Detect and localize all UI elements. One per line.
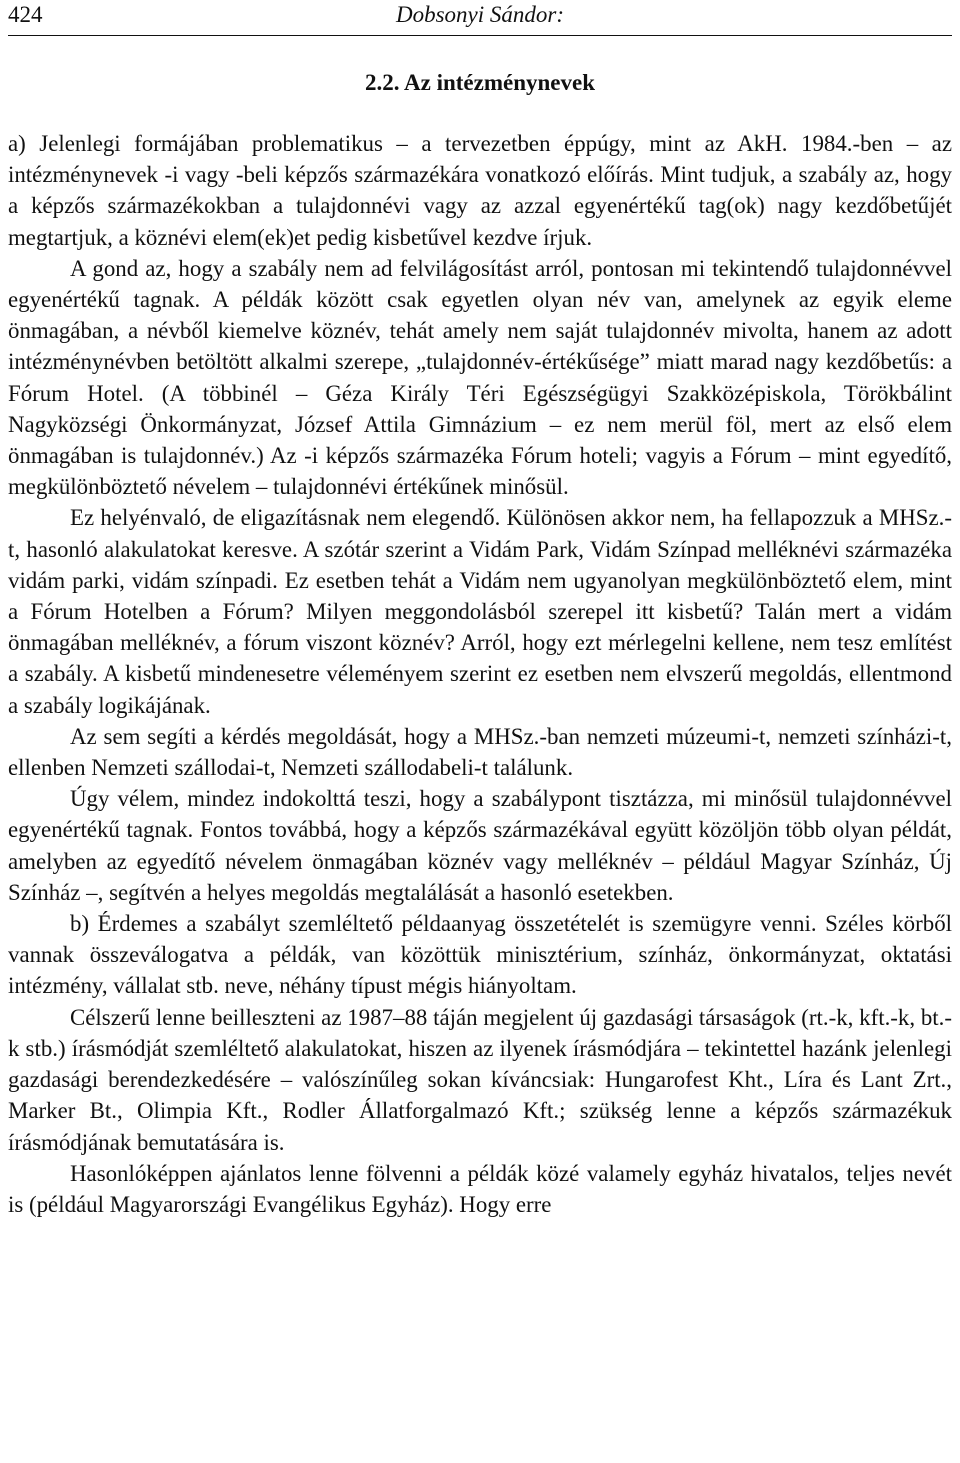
paragraph-2: A gond az, hogy a szabály nem ad felvilágosítást arról, pontosan mi tekintendő tulajdonnévvel egyenértékű tagnak. A példák között csak egyetlen olyan név van, amelynek az egyik eleme önmagában, a névből kiemelve köznév, tehát amely nem saját tulajdonnév mivolta, hanem az adott intézménynévben betöltött alkalmi szerepe, „tulajdonnév-értékűsége” miatt marad nagy kezdőbetűs: a Fórum Hotel. (A többinél – Géza Király Téri Egészségügyi Szakközépiskola, Törökbálint Nagyközségi Önkormányzat, József Attila Gimnázium – ez nem merül föl, mert az első elem önmagában is tulajdonnév.) Az -i képzős származéka Fórum hoteli; vagyis a Fórum – mint egyedítő, megkülönböztető névelem – tulajdonnévi értékűnek minősül. [8, 255, 952, 500]
paragraph-8: Hasonlóképpen ajánlatos lenne fölvenni a példák közé valamely egyház hivatalos, teljes nevét is (például Magyarországi Evangélikus Egyház). Hogy erre [8, 1160, 952, 1217]
body-text [8, 128, 952, 1220]
paragraph-1: a) Jelenlegi formájában problematikus – a tervezetben éppúgy, mint az AkH. 1984.-ben – az intézménynevek -i vagy -beli képzős származékára vonatkozó előírás. Mint tudjuk, a szabály az, hogy a képzős származékokban a tulajdonnévi vagy az azzal egyenértékű tag(ok) nagy kezdőbetűjét megtartjuk, a köznévi elem(ek)et pedig kisbetűvel kezdve írjuk. [8, 131, 952, 250]
paragraph-3: Ez helyénvaló, de eligazításnak nem elegendő. Különösen akkor nem, ha fellapozzuk a MHSz.-t, hasonló alakulatokat keresve. A szótár szerint a Vidám Park, Vidám Színpad melléknévi származéka vidám parki, vidám színpadi. Ez esetben tehát a Vidám nem ugyanolyan megkülönböztető elem, mint a Fórum Hotelben a Fórum? Milyen meggondolásból szerepel itt kisbetű? Talán mert a vidám önmagában melléknév, a fórum viszont köznév? Arról, hogy ezt mérlegelni kellene, nem tesz említést a szabály. A kisbetű mindenesetre véleményem szerint ez esetben nem elvszerű megoldás, ellentmond a szabály logikájának. [8, 505, 952, 718]
page-header [8, 0, 952, 36]
paragraph-5: Úgy vélem, mindez indokolttá teszi, hogy a szabálypont tisztázza, mi minősül tulajdonnévvel egyenértékű tagnak. Fontos továbbá, hogy a képzős származékával együtt közöljön több olyan példát, amelyben az egyedítő névelem önmagában köznév vagy melléknév – például Magyar Színház, Új Színház –, segítvén a helyes megoldás megtalálását a hasonló esetekben. [8, 786, 952, 905]
header-divider [8, 35, 952, 36]
page-number: 424 [8, 2, 43, 27]
running-title: Dobsonyi Sándor: [395, 2, 565, 27]
paragraph-7: Célszerű lenne beilleszteni az 1987–88 táján megjelent új gazdasági társaságok (rt.-k, kft.-k, bt.-k stb.) írásmódját szemléltető alakulatokat, hiszen az ilyenek írásmódjára – tekintettel hazánk jelenlegi gazdasági berendezkedésére – valószínűleg sokan kíváncsiak: Hungarofest Kht., Líra és Lant Zrt., Marker Bt., Olimpia Kft., Rodler Állatforgalmazó Kft.; szükség lenne a képzős származékuk írásmódjának bemutatására is. [8, 1004, 952, 1155]
paragraph-4: Az sem segíti a kérdés megoldását, hogy a MHSz.-ban nemzeti múzeumi-t, nemzeti színházi-t, ellenben Nemzeti szállodai-t, Nemzeti szállodabeli-t találunk. [8, 723, 952, 781]
paragraph-6: b) Érdemes a szabályt szemléltető példaanyag összetételét is szemügyre venni. Széles körből vannak összeválogatva a példák, van közöttük minisztérium, színház, önkormányzat, oktatási intézmény, vállalat stb. neve, néhány típust mégis hiányoltam. [8, 911, 952, 999]
section-heading: 2.2. Az intézménynevek [365, 70, 595, 95]
